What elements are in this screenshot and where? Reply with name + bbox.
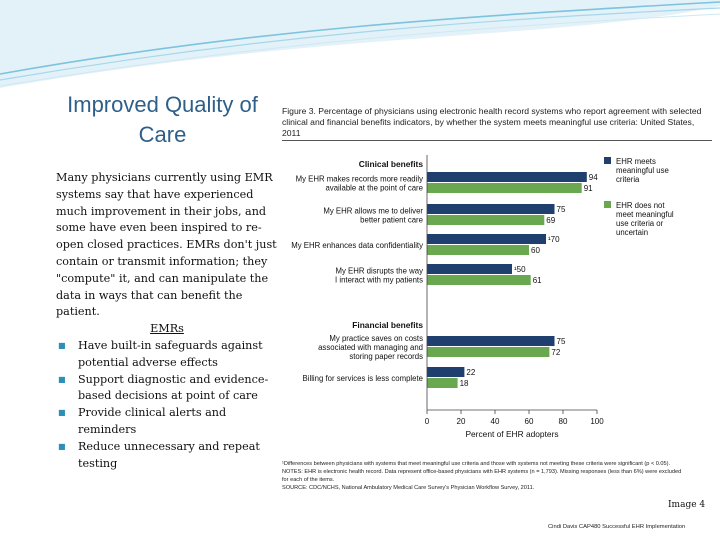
bar	[427, 245, 529, 255]
intro-paragraph: Many physicians currently using EMR systems say that have experienced much improvement in their jobs, and some have even been inspired to re-open closed practices. EMRs don't just contain or transmit information; they "compute" it, and can manipulate the data in ways that can benefit the patient.	[56, 171, 277, 319]
legend-label: use criteria or	[616, 219, 664, 228]
bar-value-label: 94	[588, 173, 598, 182]
figure-divider	[282, 140, 712, 141]
list-item	[56, 405, 278, 439]
bar	[427, 183, 582, 193]
emr-bullet-list	[56, 338, 278, 472]
bar	[427, 336, 555, 346]
bar-value-label: ¹50	[514, 265, 526, 274]
figure-note: SOURCE: CDC/NCHS, National Ambulatory Medical Care Survey's Physician Workflow Survey, 2011.	[282, 485, 535, 491]
bar	[427, 347, 549, 357]
legend-label: uncertain	[616, 228, 649, 237]
header-wave-decoration	[0, 0, 720, 95]
bullet-text: Have built-in safeguards against potential adverse effects	[78, 338, 263, 369]
category-label: associated with managing and	[318, 343, 423, 352]
bar-value-label: 75	[556, 337, 566, 346]
bar	[427, 367, 464, 377]
bar	[427, 215, 544, 225]
bullet-text: Support diagnostic and evidence-based decisions at point of care	[78, 372, 269, 403]
bullet-icon: ■	[58, 408, 66, 418]
figure-note: for each of the items.	[282, 477, 335, 483]
bullet-icon: ■	[58, 441, 66, 451]
bar-value-label: 69	[546, 216, 556, 225]
category-label: My EHR makes records more readily	[295, 174, 423, 184]
figure-note: ¹Differences between physicians with systems that meet meaningful use criteria and those with systems not meeting these criteria were significant (p < 0.05).	[282, 461, 671, 467]
x-tick-label: 60	[524, 417, 534, 426]
x-tick-label: 80	[558, 417, 568, 426]
bar-value-label: 18	[459, 379, 469, 388]
slide-title-line: Improved Quality of	[67, 92, 258, 117]
legend-swatch	[604, 157, 611, 164]
group-heading: Clinical benefits	[358, 159, 423, 169]
list-item	[56, 439, 278, 473]
figure-notes	[282, 460, 714, 492]
x-tick-label: 100	[590, 417, 604, 426]
bullet-icon: ■	[58, 340, 66, 350]
legend-label: criteria	[616, 175, 640, 184]
emr-heading: EMRs	[150, 322, 184, 336]
slide-title-line: Care	[138, 122, 187, 147]
group-heading: Financial benefits	[352, 320, 423, 330]
bar	[427, 204, 555, 214]
bullet-text: Reduce unnecessary and repeat testing	[78, 439, 260, 470]
category-label: My EHR allows me to deliver	[323, 206, 423, 216]
bar-value-label: 22	[466, 368, 476, 377]
bar-value-label: 75	[556, 205, 566, 214]
category-label: My EHR disrupts the way	[335, 266, 423, 276]
category-label: Billing for services is less complete	[302, 374, 423, 383]
category-label: better patient care	[360, 215, 423, 225]
body-text	[56, 170, 278, 472]
bar	[427, 275, 531, 285]
bar-value-label: 72	[551, 348, 561, 357]
legend-swatch	[604, 201, 611, 208]
x-tick-label: 40	[490, 417, 500, 426]
legend-label: meet meaningful	[616, 210, 674, 219]
slide-title	[40, 90, 285, 150]
bar	[427, 234, 546, 244]
bar-value-label: ¹70	[548, 235, 560, 244]
bar-value-label: 61	[532, 276, 542, 285]
figure-caption: Figure 3. Percentage of physicians using electronic health record systems who report agreement with selected clinical and financial benefits indicators, by whether the system meets meaningful use criteria: United States, 2011	[282, 106, 702, 138]
bar	[427, 378, 458, 388]
category-label: My EHR enhances data confidentiality	[291, 241, 423, 250]
list-item	[56, 372, 278, 406]
bar	[427, 264, 512, 274]
x-tick-label: 20	[456, 417, 466, 426]
x-axis-title: Percent of EHR adopters	[465, 429, 559, 439]
legend-label: meaningful use	[616, 166, 669, 175]
footer-text: Cindi Davis CAP480 Successful EHR Implementation	[548, 524, 686, 530]
category-label: I interact with my patients	[335, 275, 423, 285]
bullet-icon: ■	[58, 374, 66, 384]
legend-label: EHR does not	[616, 201, 665, 210]
x-tick-label: 0	[424, 417, 430, 426]
bar	[427, 172, 587, 182]
image-label: Image 4	[668, 500, 706, 510]
bar-value-label: 91	[583, 184, 593, 193]
bullet-text: Provide clinical alerts and reminders	[78, 406, 227, 436]
category-label: storing paper records	[349, 352, 423, 361]
list-item	[56, 338, 278, 372]
bar-value-label: 60	[531, 246, 540, 255]
bar-chart	[282, 145, 714, 445]
figure-note: NOTES: EHR is electronic health record. Data represent office-based physicians with EHR systems (n = 1,793). Missing responses (less than 6%) were excluded	[282, 469, 682, 475]
legend-label: EHR meets	[616, 157, 656, 166]
category-label: My practice saves on costs	[329, 334, 423, 343]
category-label: available at the point of care	[325, 183, 423, 193]
